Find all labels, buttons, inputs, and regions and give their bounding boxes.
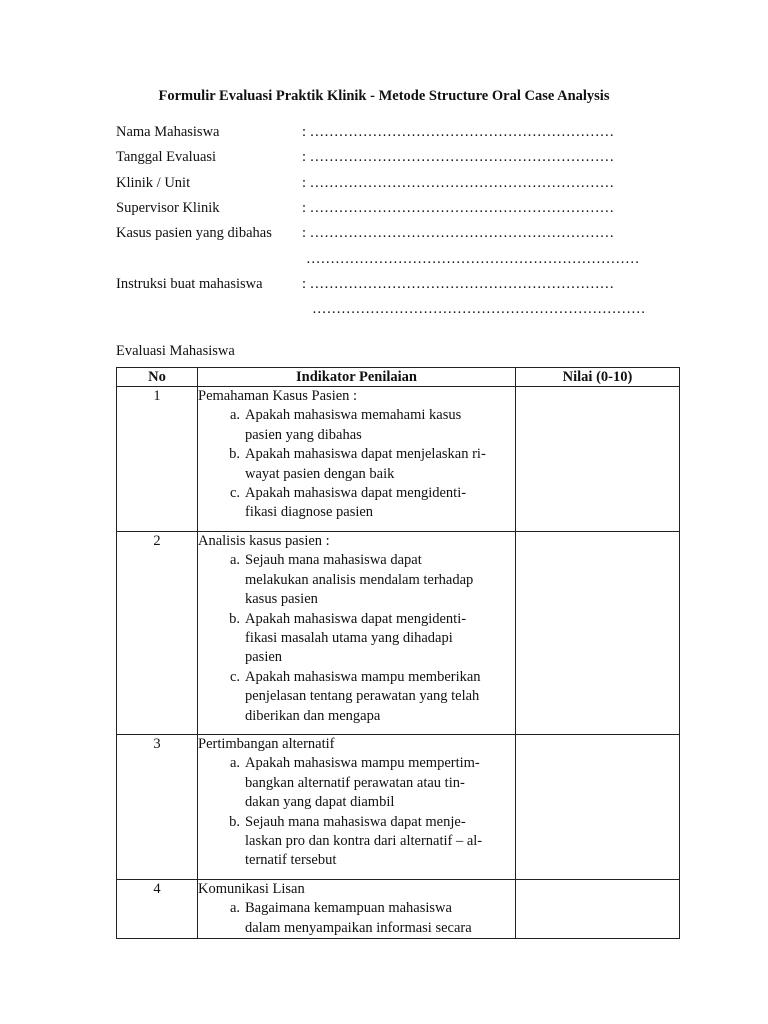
indicator-cell	[198, 880, 516, 939]
indicator-cell	[198, 532, 516, 735]
item-text: Apakah mahasiswa memahami kasus pasien yang dibahas	[245, 407, 462, 443]
field-blank: : ………………………………………………………	[302, 175, 615, 191]
field-blank: : ………………………………………………………	[302, 149, 615, 165]
row-number: 1	[117, 387, 198, 532]
item-marker: a.	[229, 900, 240, 917]
item-marker: a.	[229, 755, 240, 772]
field-supervisor-klinik	[116, 198, 614, 218]
item-marker: b.	[229, 610, 240, 627]
item-text: Apakah mahasiswa dapat mengidenti- fikasi masalah utama yang dihadapi pasien	[245, 610, 467, 666]
header-no: No	[117, 368, 198, 387]
field-label: Nama Mahasiswa	[116, 124, 220, 140]
item-text: Apakah mahasiswa mampu mempertim- bangkan alternatif perawatan atau tin- dakan yang dapat diambil	[245, 755, 480, 811]
indicator-heading: Komunikasi Lisan	[198, 881, 305, 897]
field-label: Supervisor Klinik	[116, 200, 220, 216]
table-row	[117, 532, 680, 735]
field-instruksi	[116, 274, 614, 294]
indicator-item	[198, 668, 515, 726]
item-text: Sejauh mana mahasiswa dapat melakukan analisis mendalam terhadap kasus pasien	[245, 552, 474, 608]
score-cell[interactable]	[516, 532, 680, 735]
row-number: 2	[117, 532, 198, 735]
item-marker: b.	[229, 446, 240, 463]
row-number: 4	[117, 880, 198, 939]
indicator-heading: Pemahaman Kasus Pasien :	[198, 388, 358, 404]
indicator-item	[198, 754, 515, 812]
field-label: Kasus pasien yang dibahas	[116, 225, 272, 241]
item-marker: b.	[229, 813, 240, 830]
field-blank: : ………………………………………………………	[302, 225, 615, 241]
indicator-item	[198, 445, 515, 484]
field-tanggal-evaluasi	[116, 147, 614, 167]
indicator-heading: Analisis kasus pasien :	[198, 533, 330, 549]
item-marker: c.	[229, 485, 240, 502]
score-cell[interactable]	[516, 880, 680, 939]
document-title: Formulir Evaluasi Praktik Klinik - Metode Structure Oral Case Analysis	[158, 88, 610, 104]
field-instruksi-continuation: ……………………………………………………………	[312, 301, 646, 317]
header-indikator: Indikator Penilaian	[198, 368, 516, 387]
field-blank: : ………………………………………………………	[302, 124, 615, 140]
indicator-item	[198, 813, 515, 871]
indicator-cell	[198, 387, 516, 532]
field-label: Klinik / Unit	[116, 175, 191, 191]
section-title: Evaluasi Mahasiswa	[116, 343, 235, 359]
field-kasus-pasien-continuation: ……………………………………………………………	[306, 251, 640, 267]
indicator-heading: Pertimbangan alternatif	[198, 736, 335, 752]
field-kasus-pasien	[116, 223, 614, 243]
field-klinik-unit	[116, 173, 614, 193]
field-label: Tanggal Evaluasi	[116, 149, 217, 165]
table-row	[117, 880, 680, 939]
table-row	[117, 387, 680, 532]
indicator-cell	[198, 735, 516, 880]
evaluation-table	[116, 367, 680, 939]
item-text: Apakah mahasiswa mampu memberikan penjelasan tentang perawatan yang telah diberikan dan mengapa	[245, 668, 481, 724]
indicator-item	[198, 406, 515, 445]
indicator-item	[198, 899, 515, 938]
item-text: Apakah mahasiswa dapat mengidenti- fikasi diagnose pasien	[245, 485, 467, 521]
score-cell[interactable]	[516, 735, 680, 880]
indicator-item	[198, 484, 515, 523]
header-nilai: Nilai (0-10)	[516, 368, 680, 387]
row-number: 3	[117, 735, 198, 880]
item-text: Bagaimana kemampuan mahasiswa dalam menyampaikan informasi secara	[245, 900, 472, 936]
item-marker: a.	[229, 407, 240, 424]
item-marker: a.	[229, 552, 240, 569]
item-text: Sejauh mana mahasiswa dapat menje- laskan pro dan kontra dari alternatif – al- ternatif tersebut	[245, 813, 483, 869]
indicator-item	[198, 551, 515, 609]
score-cell[interactable]	[516, 387, 680, 532]
indicator-item	[198, 610, 515, 668]
field-label: Instruksi buat mahasiswa	[116, 276, 263, 292]
table-header-row	[117, 368, 680, 387]
table-row	[117, 735, 680, 880]
item-marker: c.	[229, 668, 240, 685]
field-blank: : ………………………………………………………	[302, 200, 615, 216]
field-blank: : ………………………………………………………	[302, 276, 615, 292]
item-text: Apakah mahasiswa dapat menjelaskan ri- wayat pasien dengan baik	[245, 446, 486, 482]
field-nama-mahasiswa	[116, 122, 614, 142]
